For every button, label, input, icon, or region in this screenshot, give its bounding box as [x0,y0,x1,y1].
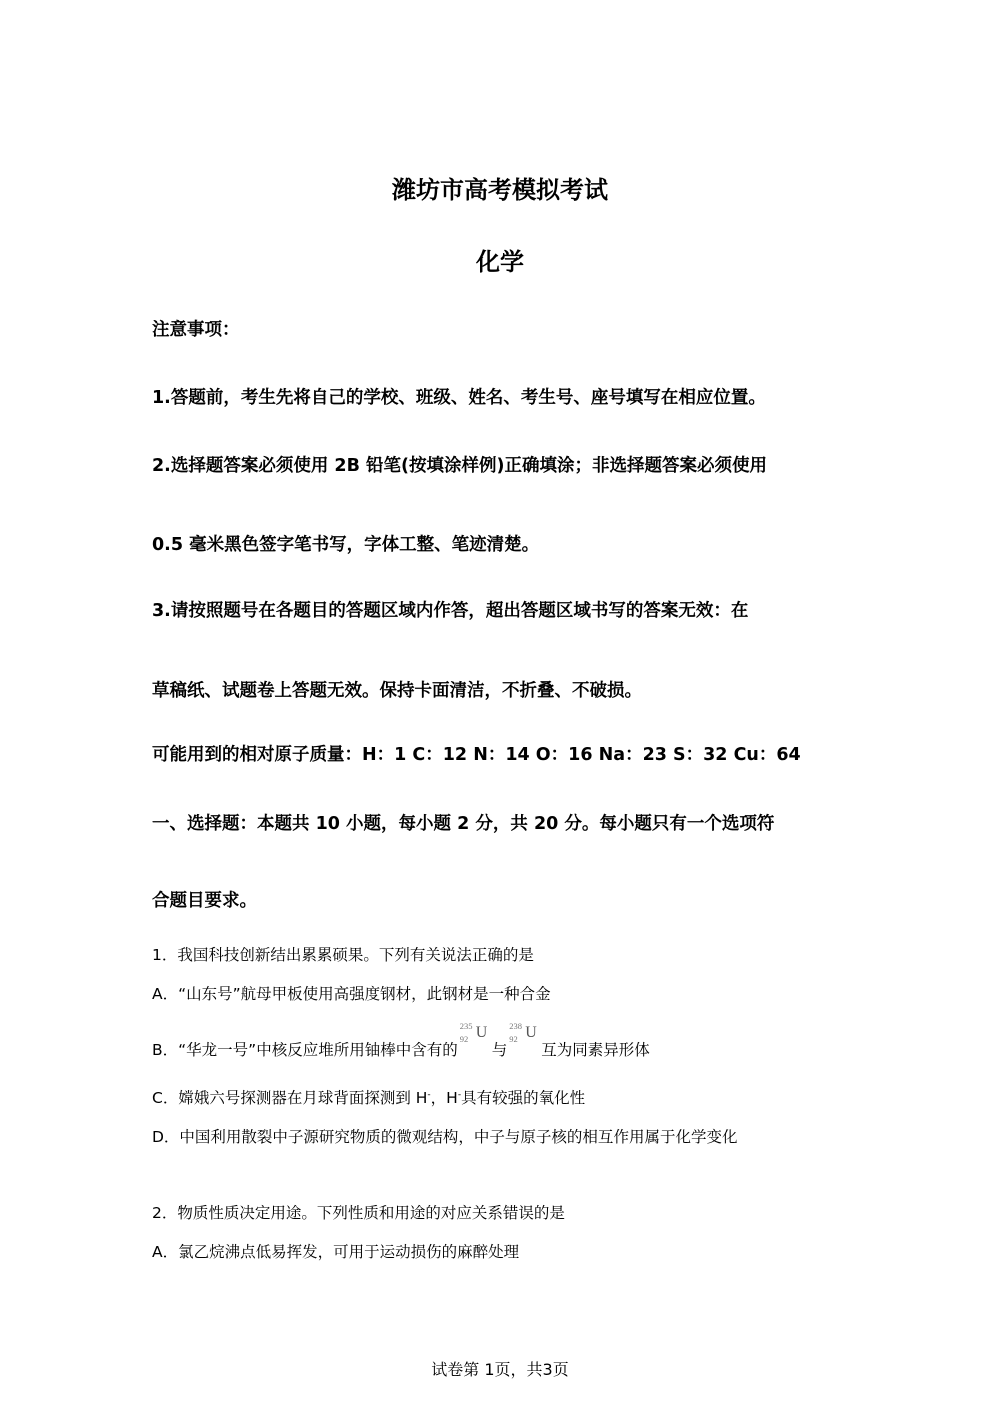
question-1-option-c [152,1086,585,1108]
notes-heading: 注意事项： [152,320,240,340]
isotope-u235-mass: 235 [459,1021,473,1031]
isotope-u238 [507,1021,541,1053]
option-b-text-start: B．“华龙一号”中核反应堆所用铀棒中含有的 [152,1041,458,1059]
note-item-3-line-1: 3.请按照题号在各题目的答题区域内作答，超出答题区域书写的答案无效：在 [152,601,749,621]
question-1-option-a: A．“山东号”航母甲板使用高强度钢材，此钢材是一种合金 [152,985,551,1003]
subject-title: 化学 [476,248,524,276]
question-1-option-b [152,1021,650,1060]
isotope-u235 [458,1021,492,1053]
isotope-u235-symbol: U [475,1024,488,1041]
option-b-text-mid: 与 [491,1041,508,1059]
section-1-line-2: 合题目要求。 [152,891,257,911]
atomic-masses: 可能用到的相对原子质量：H：1 C：12 N：14 O：16 Na：23 S：32 Cu：64 [152,745,801,765]
option-c-text-mid: ，H [430,1089,458,1107]
page-footer: 试卷第 1页，共3页 [431,1360,569,1379]
option-c-superscript-2: - [457,1089,462,1100]
isotope-u235-atomic-number: 92 [459,1034,469,1044]
option-c-text-start: C．嫦娥六号探测器在月球背面探测到 H [152,1089,428,1107]
note-item-3-line-2: 草稿纸、试题卷上答题无效。保持卡面清洁，不折叠、不破损。 [152,681,642,701]
isotope-u238-atomic-number: 92 [509,1034,518,1044]
option-b-text-end: 互为同素异形体 [541,1041,650,1059]
question-2-option-a: A．氯乙烷沸点低易挥发，可用于运动损伤的麻醉处理 [152,1243,520,1261]
question-2-stem: 2．物质性质决定用途。下列性质和用途的对应关系错误的是 [152,1204,565,1222]
note-item-2-line-2: 0.5 毫米黑色签字笔书写，字体工整、笔迹清楚。 [152,535,540,555]
option-c-text-end: 具有较强的氧化性 [461,1089,586,1107]
isotope-u238-symbol: U [525,1024,537,1041]
isotope-u238-mass: 238 [509,1021,522,1031]
question-1-stem: 1．我国科技创新结出累累硕果。下列有关说法正确的是 [152,946,534,964]
exam-title: 潍坊市高考模拟考试 [392,176,608,204]
option-c-superscript-1: - [427,1089,431,1100]
note-item-2-line-1: 2.选择题答案必须使用 2B 铅笔(按填涂样例)正确填涂；非选择题答案必须使用 [152,456,768,476]
section-1-line-1: 一、选择题：本题共 10 小题，每小题 2 分，共 20 分。每小题只有一个选项符 [152,814,775,834]
note-item-1: 1.答题前，考生先将自己的学校、班级、姓名、考生号、座号填写在相应位置。 [152,388,766,408]
question-1-option-d: D．中国利用散裂中子源研究物质的微观结构，中子与原子核的相互作用属于化学变化 [152,1128,738,1146]
